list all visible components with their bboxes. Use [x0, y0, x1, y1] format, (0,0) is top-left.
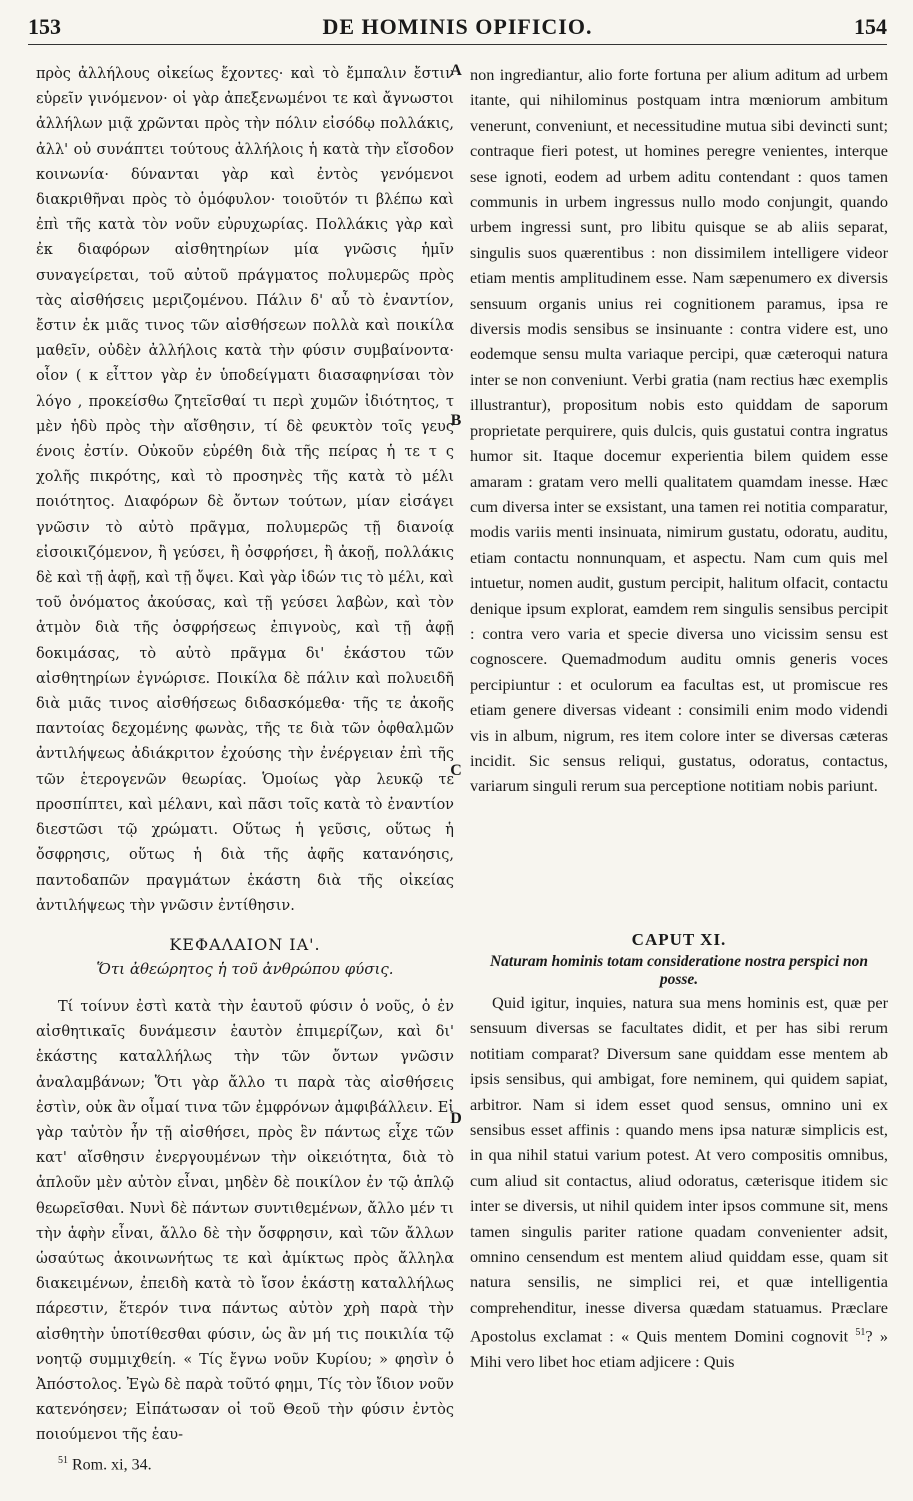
- greek-paragraph: πρὸς ἀλλήλους οἰκείως ἔχοντες· καὶ τὸ ἔμπαλιν ἔστιν εὑρεῖν γινόμενον· οἱ γὰρ ἀπεξενωμένοι τε καὶ ἄγνωστοι ἀλλήλων μιᾷ χρῶνται πρὸς τὴν πόλιν εἰσόδῳ πολλάκις, ἀλλ' οὐ συνάπτει τούτους ἀλλήλοις ἡ κατὰ τὴν εἴσοδον κοινωνία· δύνανται γὰρ καὶ ἐντὸς γενόμενοι διακριθῆναι πρὸς τὸ ὁμόφυλον· τοιοῦτόν τι βλέπω καὶ ἐπὶ τῆς κατὰ τὸν νοῦν εὐρυχωρίας. Πολλάκις γὰρ καὶ ἐκ διαφόρων αἰσθητηρίων μία γνῶσις ἡμῖν συναγείρεται, τοῦ αὐτοῦ πράγματος πολυμερῶς πρὸς τὰς αἰσθήσεις μεριζομένου. Πάλιν δ' αὖ τὸ ἐναντίον, ἔστιν ἐκ μιᾶς τινος τῶν αἰσθήσεων πολλὰ καὶ ποικίλα μαθεῖν, οὐδὲν ἀλλήλοις κατὰ τὴν φύσιν συμβαίνοντα· οἷον ( κ εἶττον γὰρ ἐν ὑποδείγματι διασαφηνίσαι τὸν λόγο , προκείσθω ζητεῖσθαί τι περὶ χυμῶν ἰδιότητος, τ μὲν ἡδὺ πρὸς τὴν αἴσθησιν, τί δὲ φευκτὸν τοῖς γευς ένοις ἐστίν. Οὐκοῦν εὑρέθη διὰ τῆς πείρας ἡ τε τ ς χολῆς πικρότης, καὶ τὸ προσηνὲς τῆς κατὰ τὸ μέλι ποιότητος. Διαφόρων δὲ ὄντων τούτων, μίαν εἰσάγει γνῶσιν τὸ αὐτὸ πρᾶγμα, πολυμερῶς τῇ διανοίᾳ εἰσοικιζόμενον, ἢ γεύσει, ἢ ὀσφρήσει, ἢ ἀκοῇ, πολλάκις δὲ καὶ τῇ ἀφῇ, καὶ τῇ ὄψει. Καὶ γὰρ ἰδών τις τὸ μέλι, καὶ τοῦ ὀνόματος ἀκούσας, καὶ τῇ γεύσει λαβὼν, καὶ τὸν ἀτμὸν διὰ τῆς ὀσφρήσεως ἐπιγνοὺς, καὶ τῇ ἀφῇ δοκιμάσας, τὸ αὐτὸ πρᾶγμα δι' ἑκάστου τῶν αἰσθητηρίων ἐγνώρισε. Ποικίλα δὲ πάλιν καὶ πολυειδῆ διὰ μιᾶς τινος αἰσθήσεως διδασκόμεθα· τῆς τε ἀκοῆς παντοίας δεχομένης φωνὰς, τῆς τε διὰ τῶν ὀφθαλμῶν ἀντιλήψεως ἀδιάκριτον ἐχούσης τὴν ἐνέργειαν ἐπὶ τῆς τῶν ἑτερογενῶν θεωρίας. Ὁμοίως γὰρ λευκῷ τε προσπίπτει, καὶ μέλανι, καὶ πᾶσι τοῖς κατὰ τὸ ἐναντίον διεστῶσι τῷ χρώματι. Οὕτως ἡ γεῦσις, οὕτως ἡ ὄσφρησις, οὕτως ἡ διὰ τῆς ἀφῆς κατανόησις, παντοδαπῶν πραγμάτων ἑκάστη διὰ τῆς οἰκείας ἀντιλήψεως τὴν γνῶσιν ἐντίθησιν.: [36, 66, 454, 914]
- page-number-left: 153: [28, 14, 61, 39]
- latin-chapter-heading: CAPUT XI.: [631, 930, 727, 949]
- running-title: DE HOMINIS OPIFICIO.: [322, 14, 593, 39]
- latin-paragraph-end: ? » Mihi vero libet hoc etiam adjicere : Quis: [470, 1326, 888, 1372]
- margin-letter-c: C: [450, 762, 462, 779]
- latin-column-top: [470, 62, 888, 928]
- page-header: [28, 10, 887, 45]
- page-number-right: 154: [854, 14, 887, 39]
- greek-column-top: [36, 62, 454, 914]
- footnote-number: 51: [58, 1455, 68, 1466]
- latin-paragraph: non ingrediantur, alio forte fortuna per alium aditum ad urbem itante, qui nihilominus postquam intra mœniorum ambitum venerunt, conveniunt, et necessitudine mutua sibi devincti sunt; contraque fieri potest, ut homines peregre venientes, interque sese ignoti, eodem ad urbem aditu contendant : quos tamen communis in urbem ingressus nullo modo conjungit, quando urbem ingressi sunt, pro libitu quisque se ab aliis separat, singulis suos quærentibus : non dissimilem intelligere videor etiam mentis amplitudinem esse. Nam sæpenumero ex diversis sensuum organis unius rei cognitionem paramus, ipsa re diversis modis sensibus se insinuante : contra videre est, uno eodemque sensu multa variaque percipi, quæ cæteroqui natura inter se non conveniunt. Verbi gratia (nam rectius hæc exemplis illustrantur), propositum nobis esto quiddam de saporum proprietate perquirere, quis dulcis, quis gustatui contra ingratus humor sit. Itaque docemur experientia bilem quidem esse amaram : gratam vero melli qualitatem quamdam inesse. Hæc cum diversa inter se exsistant, una tamen rei notitia comparatur, modis variis menti insinuata, nimirum gustatu, odoratu, auditu, etiam contactu nonnunquam, et aspectu. Nam cum quis mel intuetur, nomen audit, gustum percipit, halitum olfacit, contactu denique ipsum explorat, eamdem rem singulis sensibus percipit : contra vero varia et specie diversa uno vicissim sensu est cognoscere. Quemadmodum auditu omnis generis voces percipiuntur : et oculorum ea facultas est, ut promiscue res etiam genere diversas videant : consimili enim modo videndi vis in album, nigrum, res item colore inter se diversas cæteras incidit. Sic sensus reliqui, gustatus, odoratus, contactus, variarum singuli rerum sua perceptione notitiam nobis pariunt.: [470, 65, 888, 796]
- latin-chapter-subtitle: Naturam hominis totam consideratione nostra perspici non posse.: [489, 953, 869, 988]
- greek-chapter-subtitle: Ὅτι ἀθεώρητος ἡ τοῦ ἀνθρώπου φύσις.: [96, 960, 394, 978]
- greek-paragraph: Τί τοίνυν ἐστὶ κατὰ τὴν ἑαυτοῦ φύσιν ὁ νοῦς, ὁ ἐν αἰσθητικαῖς δυνάμεσιν ἑαυτὸν ἐπιμερίζων, καὶ δι' ἑκάστης καταλλήλως τὴν τῶν ὄντων γνῶσιν ἀναλαμβάνων; Ὅτι γὰρ ἄλλο τι παρὰ τὰς αἰσθήσεις ἐστὶν, οὐκ ἂν οἶμαί τινα τῶν ἐμφρόνων ἀμφιβάλλειν. Εἰ γὰρ ταὐτὸν ἦν τῇ αἰσθήσει, πρὸς ἓν πάντως εἶχε τῶν κατ' αἴσθησιν ἐνεργουμένων τὴν οἰκειότητα, διὰ τὸ ἁπλοῦν μὲν αὐτὸν εἶναι, μηδὲν δὲ ποικίλον ἐν τῷ ἁπλῷ θεωρεῖσθαι. Νυνὶ δὲ πάντων συντιθεμένων, ἄλλο μέν τι τὴν ἁφὴν εἶναι, ἄλλο δὲ τὴν ὄσφρησιν, καὶ τῶν ἄλλων ὡσαύτως ἀκοινωνήτως τε καὶ ἀμίκτως πρὸς ἄλληλα διακειμένων, ἐπειδὴ κατὰ τὸ ἴσον ἑκάστῃ καταλλήλως πάρεστιν, ἕτερόν τινα πάντως αὐτὸν χρὴ παρὰ τὴν αἰσθητὴν ὑποτίθεσθαι φύσιν, ὡς ἂν μή τις ποικιλία τῷ νοητῷ συμμιχθείη. « Τίς ἔγνω νοῦν Κυρίου; » φησὶν ὁ Ἀπόστολος. Ἐγὼ δὲ παρὰ τοῦτό φημι, Τίς τὸν ἴδιον νοῦν κατενόησεν; Εἰπάτωσαν οἱ τοῦ Θεοῦ τὴν φύσιν ἐντὸς ποιούμενοι τῆς ἑαυ-: [36, 999, 454, 1444]
- margin-letter-d: D: [450, 1110, 462, 1127]
- footnote-text: Rom. xi, 34.: [72, 1456, 152, 1474]
- margin-letter-b: B: [450, 412, 462, 429]
- latin-paragraph-text: Quid igitur, inquies, natura sua mens hominis est, quæ per sensuum diversas se facultates didit, et per has sibi rerum notitiam comparat? Diversum sane quiddam esse mentem ab ipsis sensibus, qui ambigat, fore neminem, qui quidem sapiat, arbitror. Nam si idem esset quod sensus, omnino uni ex sensibus esset affinis : quando mens ipsa naturæ simplicis est, in qua nihil statui varium potest. At vero compositis omnibus, cum aliud sit contactus, aliud odoratus, cæterisque itidem sic inter se diversis, ut nihil quidem inter ipsos commune sit, mens tamen singulis pariter ratione quadam convenienter adsit, omnino censendum est mentem aliud quiddam esse, quam sit natura sensilis, ne simplici rei, et quæ intelligentia comprehenditur, inesse diversa quædam statuamus. Præclare Apostolus exclamat : « Quis mentem Domini cognovit: [470, 993, 888, 1346]
- latin-column-bottom: [470, 990, 888, 1460]
- latin-paragraph: [470, 990, 888, 1375]
- footnote-ref: 51: [855, 1327, 866, 1339]
- greek-chapter-heading: ΚΕΦΑΛΑΙΟΝ ΙΑ'.: [169, 935, 321, 954]
- footnote: [58, 1455, 152, 1474]
- greek-column-bottom: [36, 995, 454, 1445]
- margin-letter-a: A: [450, 62, 462, 79]
